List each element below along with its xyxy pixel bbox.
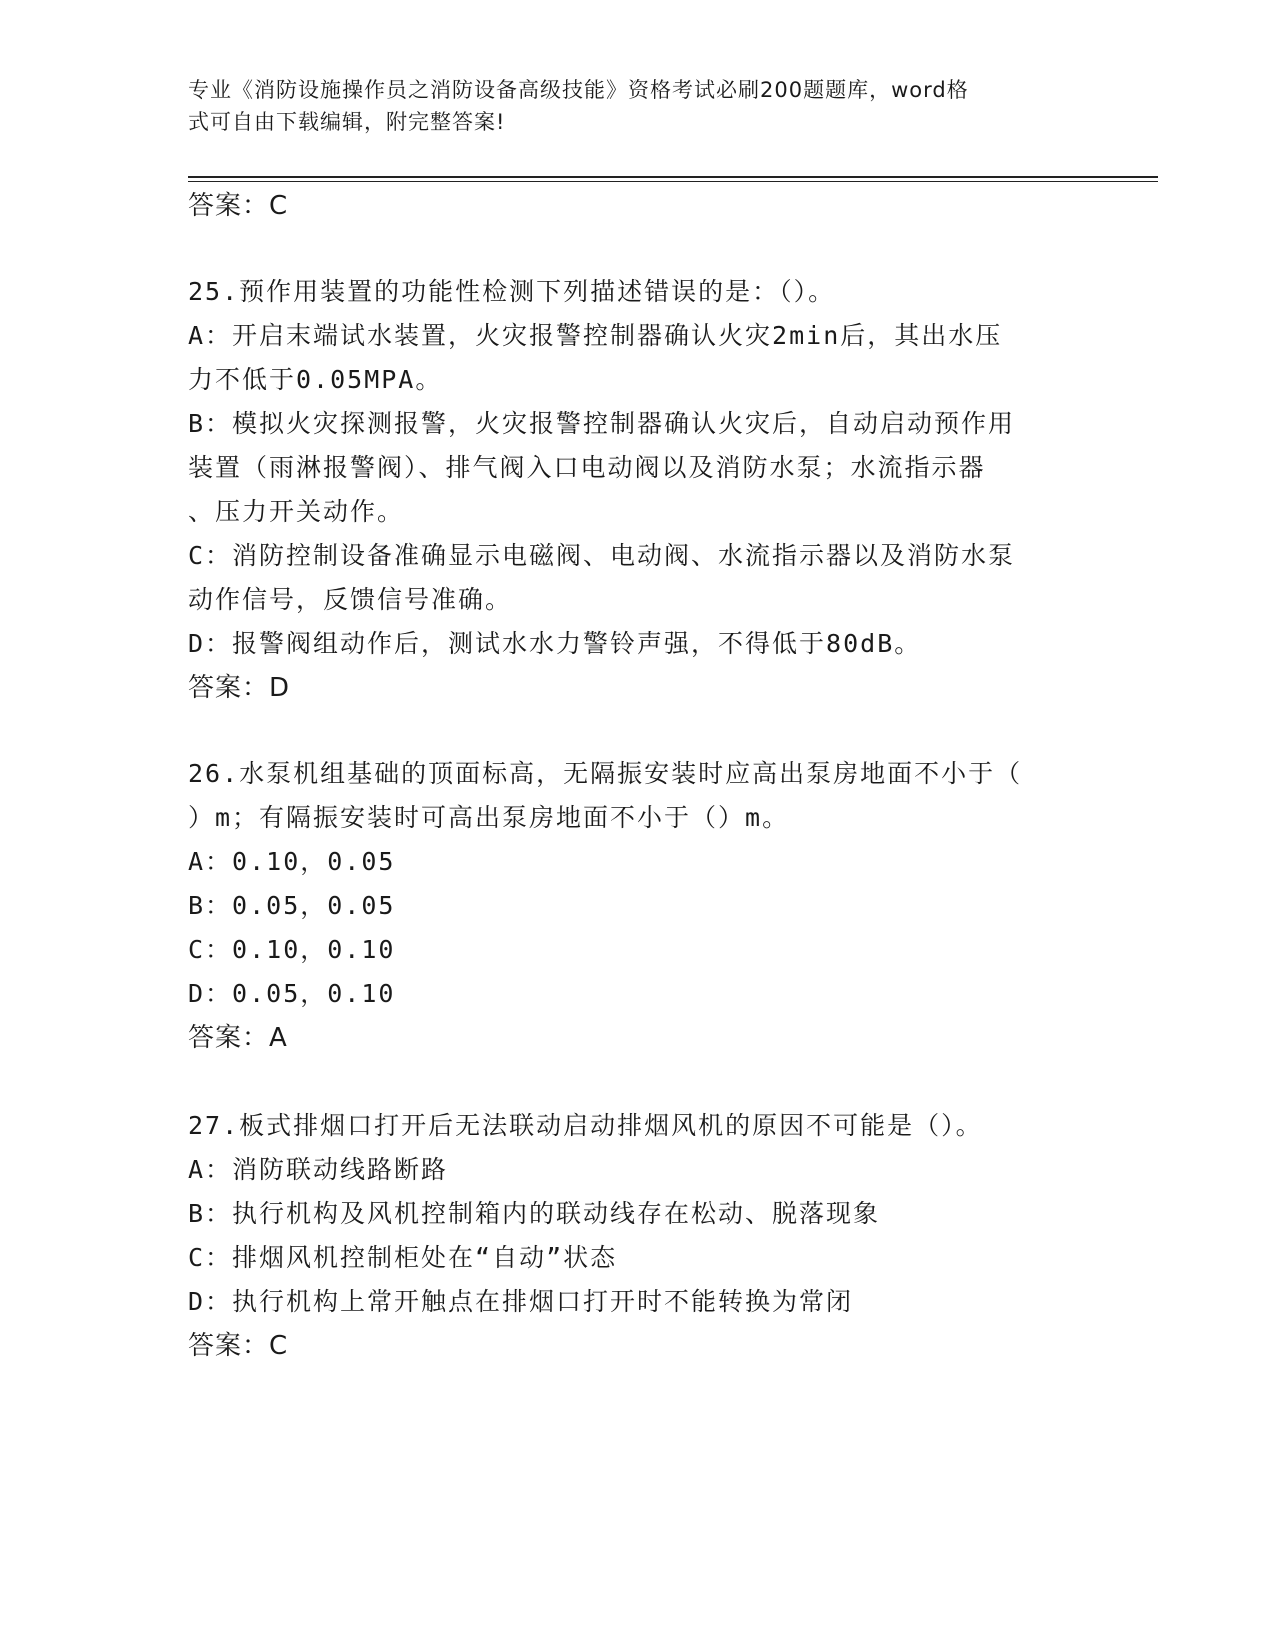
q27-option-a: A：消防联动线路断路 [188,1155,449,1184]
q26-option-a: A：0.10，0.05 [188,847,396,876]
previous-answer: 答案：C [188,191,289,221]
q25-stem: 25.预作用装置的功能性检测下列描述错误的是：（）。 [188,277,836,306]
q25-option-b-line-1: B：模拟火灾探测报警，火灾报警控制器确认火灾后，自动启动预作用 [188,409,1016,438]
q27-option-d: D：执行机构上常开触点在排烟口打开时不能转换为常闭 [188,1287,854,1316]
header-rule-thick [188,176,1158,178]
q25-option-b-line-2: 装置（雨淋报警阀）、排气阀入口电动阀以及消防水泵；水流指示器 [188,453,986,482]
q26-stem-line-2: ）m；有隔振安装时可高出泵房地面不小于（）m。 [188,803,790,832]
q27-option-c: C：排烟风机控制柜处在“自动”状态 [188,1243,618,1272]
q27-option-b: B：执行机构及风机控制箱内的联动线存在松动、脱落现象 [188,1199,881,1228]
q25-option-a-line-2: 力不低于0.05MPA。 [188,365,443,394]
q26-option-d: D：0.05，0.10 [188,979,396,1008]
q25-option-c-line-1: C：消防控制设备准确显示电磁阀、电动阀、水流指示器以及消防水泵 [188,541,1016,570]
q26-option-c: C：0.10，0.10 [188,935,396,964]
q25-option-d: D：报警阀组动作后，测试水水力警铃声强，不得低于80dB。 [188,629,922,658]
q26-option-b: B：0.05，0.05 [188,891,396,920]
q26-answer: 答案：A [188,1023,288,1053]
q27-answer: 答案：C [188,1331,289,1361]
q27-stem: 27.板式排烟口打开后无法联动启动排烟风机的原因不可能是（）。 [188,1111,983,1140]
header-rule-thin [188,181,1158,182]
document-header [188,74,1068,138]
q25-option-b-line-3: 、压力开关动作。 [188,497,405,526]
q25-option-a-line-1: A：开启末端试水装置，火灾报警控制器确认火灾2min后，其出水压 [188,321,1003,350]
q26-stem-line-1: 26.水泵机组基础的顶面标高，无隔振安装时应高出泵房地面不小于（ [188,759,1023,788]
q25-option-c-line-2: 动作信号，反馈信号准确。 [188,585,513,614]
header-text-line-2: 式可自由下载编辑，附完整答案! [188,110,506,134]
q25-answer: 答案：D [188,673,291,703]
header-text-line-1: 专业《消防设施操作员之消防设备高级技能》资格考试必刷200题题库，word格 [188,78,969,102]
